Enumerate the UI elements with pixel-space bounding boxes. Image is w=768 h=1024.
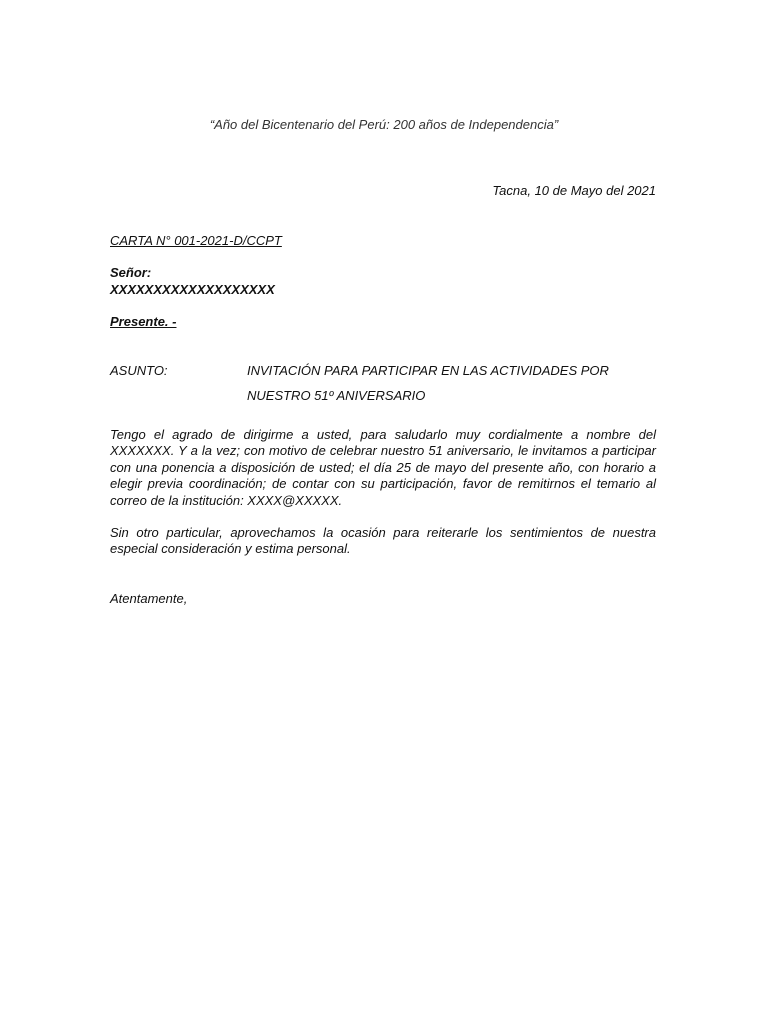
date-line: Tacna, 10 de Mayo del 2021: [492, 183, 656, 198]
subject-line-2: NUESTRO 51º ANIVERSARIO: [247, 388, 426, 403]
year-motto: “Año del Bicentenario del Perú: 200 años de Independencia”: [209, 117, 559, 132]
subject-line-1: INVITACIÓN PARA PARTICIPAR EN LAS ACTIVIDADES POR: [247, 363, 609, 378]
closing-line: Atentamente,: [110, 591, 188, 606]
subject-label: ASUNTO:: [110, 363, 168, 378]
recipient-name: XXXXXXXXXXXXXXXXXXX: [110, 282, 275, 297]
letter-reference: CARTA N° 001-2021-D/CCPT: [110, 233, 282, 248]
salutation-title: Señor:: [110, 265, 152, 280]
body-paragraph-2: Sin otro particular, aprovechamos la ocasión para reiterarle los sentimientos de nuestra especial consideración y estima personal.: [110, 525, 656, 557]
presente-line: Presente. -: [110, 314, 177, 329]
body-paragraph-1: Tengo el agrado de dirigirme a usted, para saludarlo muy cordialmente a nombre del XXXXXXX. Y a la vez; con motivo de celebrar nuestro 51 aniversario, le invitamos a participar con una ponencia a disposición de usted; el día 25 de mayo del presente año, con horario a elegir previa coordinación; de contar con su participación, favor de remitirnos el temario al correo de la institución: XXXX@XXXXX.: [110, 427, 656, 508]
